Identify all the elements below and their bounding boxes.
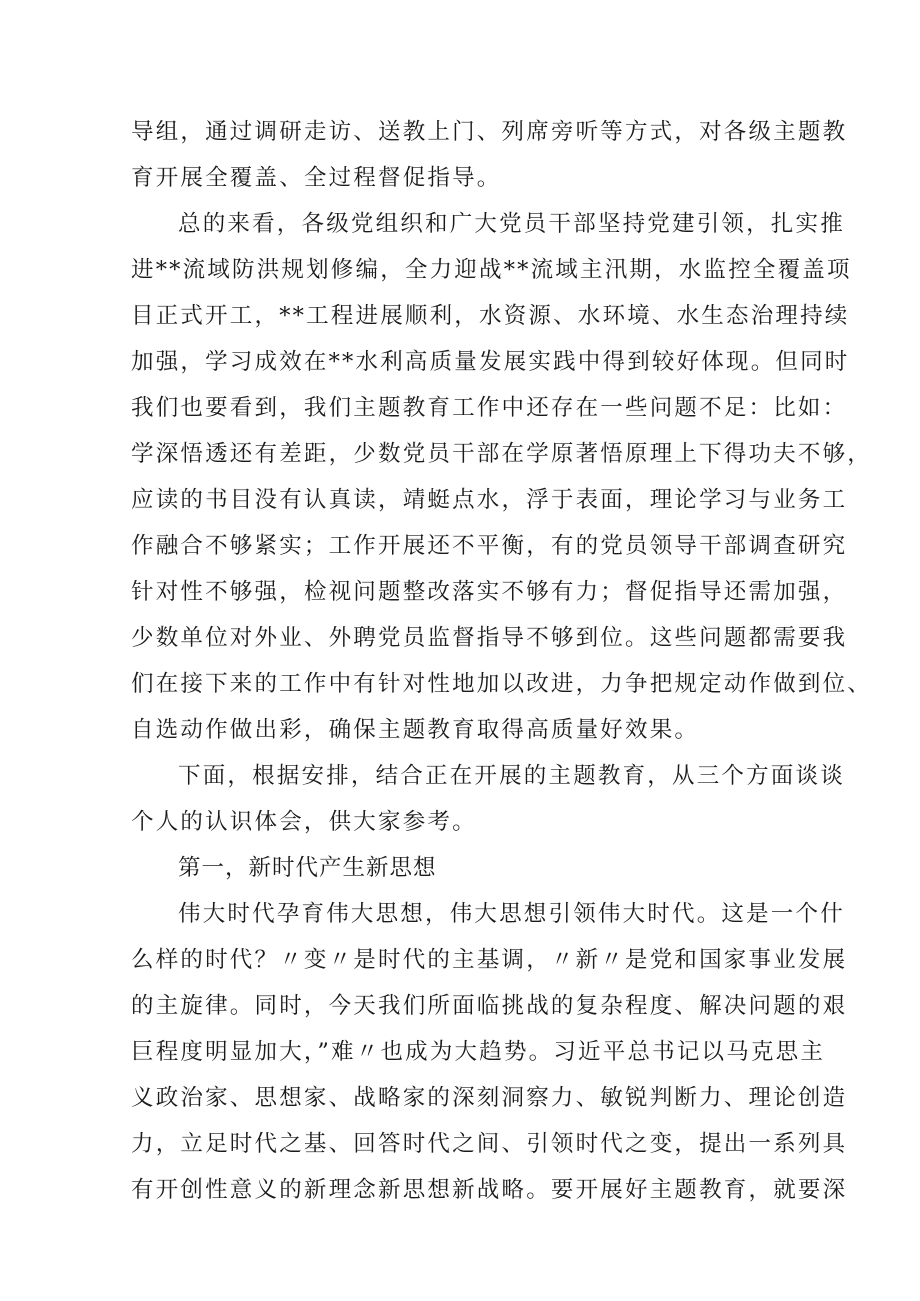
text-line: 的主旋律。同时，今天我们所面临挑战的复杂程度、解决问题的艰 (131, 993, 848, 1019)
section-heading: 第一，新时代产生新思想 (178, 855, 437, 881)
text-line: 么样的时代？〃变〃是时代的主基调，〃新〃是党和国家事业发展 (131, 947, 848, 973)
text-line: 个人的认识体会，供大家参考。 (131, 809, 477, 835)
text-line: 有开创性意义的新理念新思想新战略。要开展好主题教育，就要深 (131, 1177, 848, 1203)
text-line: 下面，根据安排，结合正在开展的主题教育，从三个方面谈谈 (178, 763, 845, 789)
text-line: 针对性不够强，检视问题整改落实不够有力；督促指导还需加强， (131, 579, 848, 605)
text-line: 义政治家、思想家、战略家的深刻洞察力、敏锐判断力、理论创造 (131, 1085, 848, 1111)
text-line: 巨程度明显加大，”难〃也成为大趋势。习近平总书记以马克思主 (131, 1039, 826, 1065)
text-line: 应读的书目没有认真读，靖蜓点水，浮于表面，理论学习与业务工 (131, 487, 848, 513)
text-line: 育开展全覆盖、全过程督促指导。 (131, 165, 502, 191)
text-line: 自选动作做出彩，确保主题教育取得高质量好效果。 (131, 717, 700, 743)
text-line: 们在接下来的工作中有针对性地加以改进，力争把规定动作做到位、 (131, 671, 873, 697)
text-line: 导组，通过调研走访、送教上门、列席旁听等方式，对各级主题教 (131, 119, 848, 145)
text-line: 目正式开工，**工程进展顺利，水资源、水环境、水生态治理持续 (131, 303, 850, 329)
text-line: 力，立足时代之基、回答时代之间、引领时代之变，提出一系列具 (131, 1131, 848, 1157)
text-line: 伟大时代孕育伟大思想，伟大思想引领伟大时代。这是一个什 (178, 901, 845, 927)
text-line: 加强，学习成效在**水利高质量发展实践中得到较好体现。但同时 (131, 349, 850, 375)
text-line: 少数单位对外业、外聘党员监督指导不够到位。这些问题都需要我 (131, 625, 848, 651)
text-line: 我们也要看到，我们主题教育工作中还存在一些问题不足：比如： (131, 395, 848, 421)
text-line: 进**流域防洪规划修编，全力迎战**流域主汛期，水监控全覆盖项 (131, 257, 852, 283)
text-line: 总的来看，各级党组织和广大党员干部坚持党建引领，扎实推 (178, 211, 845, 237)
text-line: 学深悟透还有差距，少数党员干部在学原著悟原理上下得功夫不够， (131, 441, 873, 467)
text-line: 作融合不够紧实；工作开展还不平衡，有的党员领导干部调查研究 (131, 533, 848, 559)
